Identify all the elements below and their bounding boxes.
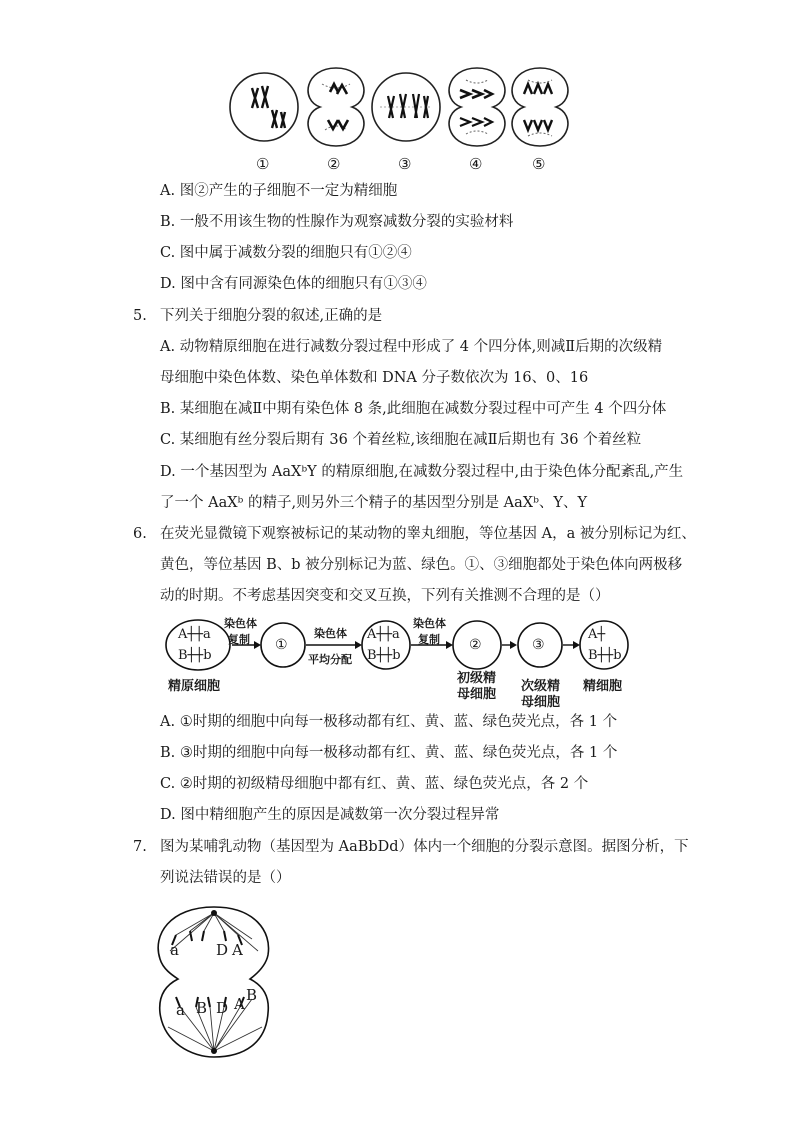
q6-cell2-genes-top: A┼┼a [367, 627, 400, 642]
q7-stem-2: 列说法错误的是（） [160, 870, 291, 886]
q7-label-top-D: D [216, 941, 229, 959]
q6-caption-primary-2: 母细胞 [457, 687, 497, 702]
q6-stem-3: 动的时期。不考虑基因突变和交叉互换，下列有关推测不合理的是（） [160, 588, 610, 604]
cell-label-1: ① [256, 155, 270, 173]
q6-stem-2: 黄色，等位基因 B、b 被分别标记为蓝、绿色。①、③细胞都处于染色体向两极移 [160, 557, 683, 573]
cell-2-diagram [308, 68, 364, 146]
cell-label-3: ③ [398, 155, 412, 173]
q5-line-2: 母细胞中染色体数、染色单体数和 DNA 分子数依次为 16、0、16 [160, 370, 589, 386]
q6-number: 6. [133, 526, 147, 542]
q6-arrow3-top: 染色体 [413, 617, 446, 630]
q7-label-bot-A: A [234, 995, 245, 1013]
q7-label-bot-B2: B [246, 986, 258, 1004]
q5-line-1: A. 动物精原细胞在进行减数分裂过程中形成了 4 个四分体,则减Ⅱ后期的次级精 [160, 339, 663, 355]
q7-stem-1: 图为某哺乳动物（基因型为 AaBbDd）体内一个细胞的分裂示意图。据图分析，下 [160, 839, 689, 855]
q7-label-bot-B1: B [196, 999, 208, 1017]
q5-number: 5. [133, 308, 147, 324]
q7-label-bot-a: a [176, 1001, 185, 1019]
q7-number: 7. [133, 839, 147, 855]
q5-line-5: D. 一个基因型为 AaXᵇY 的精原细胞,在减数分裂过程中,由于染色体分配紊乱,产生 [160, 464, 684, 480]
q4-option-a: A. 图②产生的子细胞不一定为精细胞 [160, 183, 398, 199]
q6-sperm-genes-top: A┼ [588, 627, 606, 642]
cell-label-2: ② [327, 155, 341, 173]
q6-arrow3-bottom: 复制 [418, 633, 440, 646]
q7-label-bot-D: D [216, 999, 229, 1017]
q5-line-6: 了一个 AaXᵇ 的精子,则另外三个精子的基因型分别是 AaXᵇ、Y、Y [160, 495, 588, 511]
q5-line-3: B. 某细胞在减Ⅱ中期有染色体 8 条,此细胞在减数分裂过程中可产生 4 个四分体 [160, 401, 667, 417]
q6-option-d: D. 图中精细胞产生的原因是减数第一次分裂过程异常 [160, 807, 500, 823]
q6-arrow2-top: 染色体 [314, 627, 347, 640]
q4-option-b: B. 一般不用该生物的性腺作为观察减数分裂的实验材料 [160, 214, 514, 230]
q6-circle-2: ② [469, 637, 482, 653]
q6-cell2-genes-bottom: B┼┼b [367, 648, 401, 663]
q4-option-c: C. 图中属于减数分裂的细胞只有①②④ [160, 245, 412, 261]
q6-circle-3: ③ [532, 637, 545, 653]
q6-caption-primary-1: 初级精 [457, 671, 497, 686]
cell-4-diagram [449, 68, 505, 146]
q4-option-d: D. 图中含有同源染色体的细胞只有①③④ [160, 276, 427, 292]
q5-stem: 下列关于细胞分裂的叙述,正确的是 [160, 308, 383, 324]
q6-arrow1-bottom: 复制 [228, 633, 250, 646]
q6-option-a: A. ①时期的细胞中向每一极移动都有红、黄、蓝、绿色荧光点，各 1 个 [160, 714, 618, 730]
q6-caption-secondary-2: 母细胞 [521, 695, 561, 710]
q6-option-c: C. ②时期的初级精母细胞中都有红、黄、蓝、绿色荧光点，各 2 个 [160, 776, 589, 792]
q6-arrow1-top: 染色体 [224, 617, 257, 630]
q6-option-b: B. ③时期的细胞中向每一极移动都有红、黄、蓝、绿色荧光点，各 1 个 [160, 745, 618, 761]
q7-label-top-a: a [170, 941, 179, 959]
q7-label-top-A: A [232, 941, 243, 959]
cell-3-diagram [372, 73, 440, 141]
q6-arrow2-bottom: 平均分配 [308, 653, 352, 666]
cell-1-diagram [230, 73, 298, 141]
q6-cell-genes-bottom: B┼┼b [178, 648, 212, 663]
anaphase-cell-diagram [0, 895, 793, 1075]
q5-line-4: C. 某细胞有丝分裂后期有 36 个着丝粒,该细胞在减Ⅱ后期也有 36 个着丝粒 [160, 432, 642, 448]
q6-caption-spermatogonium: 精原细胞 [168, 679, 221, 694]
q6-caption-sperm: 精细胞 [583, 679, 623, 694]
cell-label-5: ⑤ [532, 155, 546, 173]
q6-sperm-genes-bottom: B┼┼b [588, 648, 622, 663]
cell-5-diagram [512, 68, 568, 146]
q6-cell-genes-top: A┼┼a [178, 627, 211, 642]
q6-caption-secondary-1: 次级精 [521, 679, 561, 694]
cell-label-4: ④ [469, 155, 483, 173]
cell-division-figure [0, 0, 793, 180]
q6-circle-1: ① [275, 637, 288, 653]
q6-stem-1: 在荧光显微镜下观察被标记的某动物的睾丸细胞，等位基因 A，a 被分别标记为红、 [160, 526, 696, 542]
